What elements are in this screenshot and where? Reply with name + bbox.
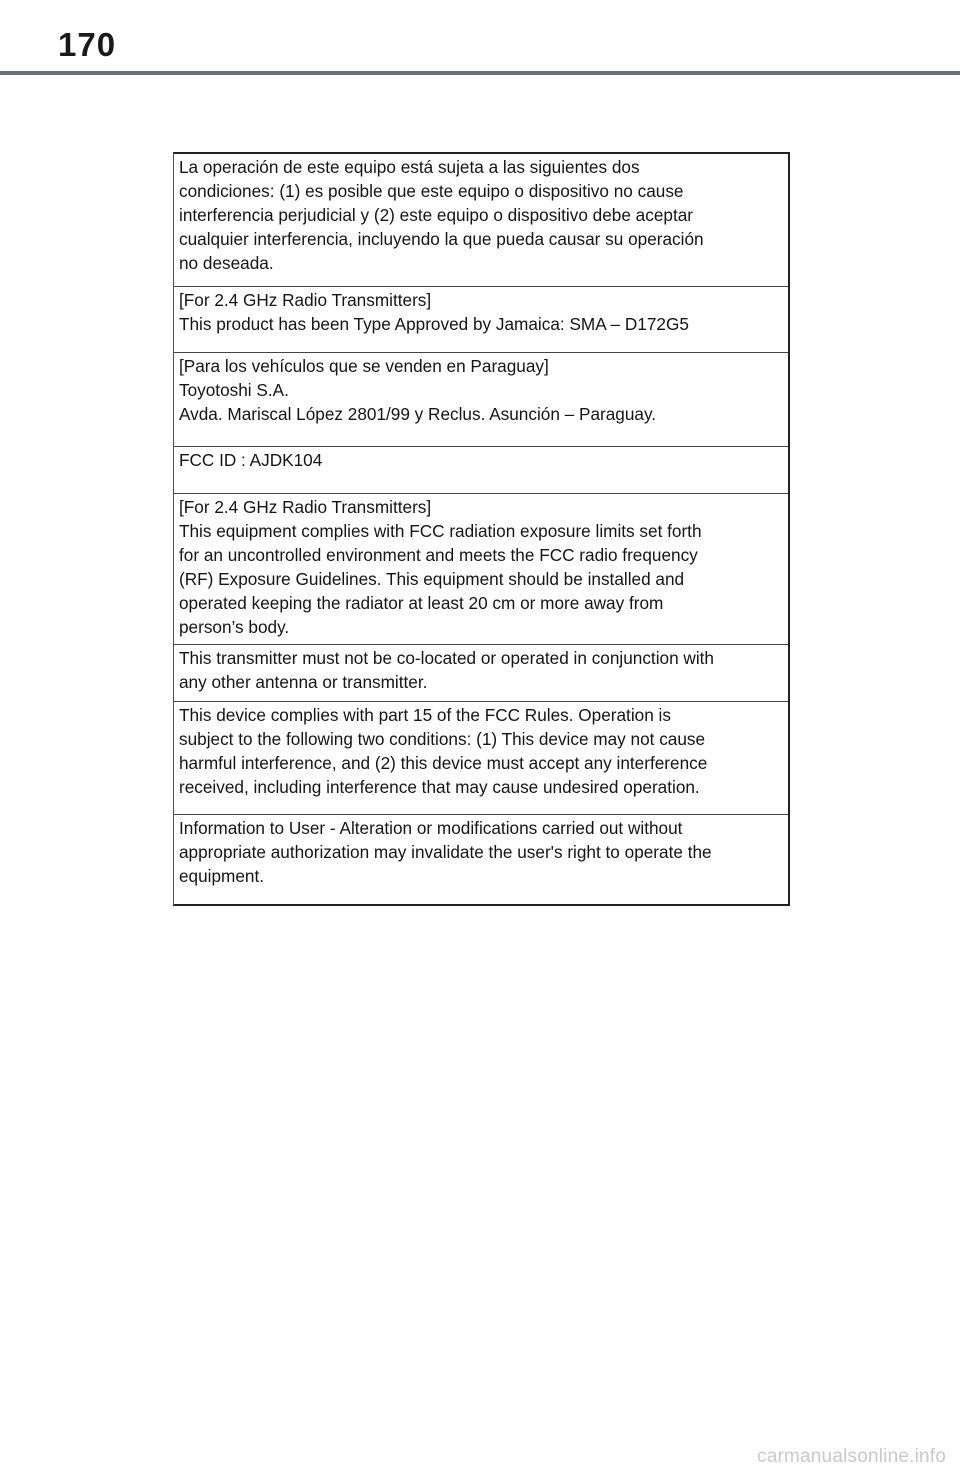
notice-line: This transmitter must not be co-located or operated in conjunction with (179, 648, 714, 668)
notice-line: interferencia perjudicial y (2) este equipo o dispositivo debe aceptar (179, 205, 694, 225)
notice-line: condiciones: (1) es posible que este equipo o dispositivo no cause (179, 181, 684, 201)
notice-line: harmful interference, and (2) this device must accept any interference (179, 753, 708, 773)
notice-line: This product has been Type Approved by Jamaica: SMA – D172G5 (179, 314, 689, 334)
site-watermark: carmanualsonline.info (757, 1446, 947, 1467)
notice-line: equipment. (179, 866, 265, 886)
notice-line: any other antenna or transmitter. (179, 672, 428, 692)
notice-fcc-rf-exposure (174, 494, 788, 645)
notice-line: [Para los vehículos que se venden en Paraguay] (179, 356, 549, 376)
notice-line: [For 2.4 GHz Radio Transmitters] (179, 290, 432, 310)
notice-line: This equipment complies with FCC radiation exposure limits set forth (179, 521, 702, 541)
header-rule (0, 71, 960, 75)
notice-line: (RF) Exposure Guidelines. This equipment should be installed and (179, 569, 685, 589)
notice-line: received, including interference that may cause undesired operation. (179, 777, 700, 797)
notice-line: subject to the following two conditions: (1) This device may not cause (179, 729, 706, 749)
notice-line: This device complies with part 15 of the FCC Rules. Operation is (179, 705, 671, 725)
notice-paraguay-conditions (174, 154, 788, 287)
notice-fcc-id (174, 447, 788, 494)
notice-line: cualquier interferencia, incluyendo la que pueda causar su operación (179, 229, 704, 249)
notice-line: Information to User - Alteration or modifications carried out without (179, 818, 683, 838)
notice-paraguay-vendor (174, 353, 788, 447)
notice-line: person’s body. (179, 617, 290, 637)
notice-line: for an uncontrolled environment and meets the FCC radio frequency (179, 545, 698, 565)
notice-fcc-part-15 (174, 702, 788, 815)
regulatory-notice-table (173, 152, 790, 906)
notice-line: no deseada. (179, 253, 274, 273)
notice-line: operated keeping the radiator at least 20 cm or more away from (179, 593, 664, 613)
notice-line: FCC ID : AJDK104 (179, 450, 323, 470)
page-number: 170 (58, 26, 117, 63)
notice-line: [For 2.4 GHz Radio Transmitters] (179, 497, 432, 517)
notice-jamaica-approval (174, 287, 788, 353)
notice-line: Avda. Mariscal López 2801/99 y Reclus. Asunción – Paraguay. (179, 404, 657, 424)
notice-user-information (174, 815, 788, 904)
notice-line: La operación de este equipo está sujeta a las siguientes dos (179, 157, 640, 177)
notice-line: appropriate authorization may invalidate the user's right to operate the (179, 842, 712, 862)
notice-co-location (174, 645, 788, 702)
notice-line: Toyotoshi S.A. (179, 380, 289, 400)
